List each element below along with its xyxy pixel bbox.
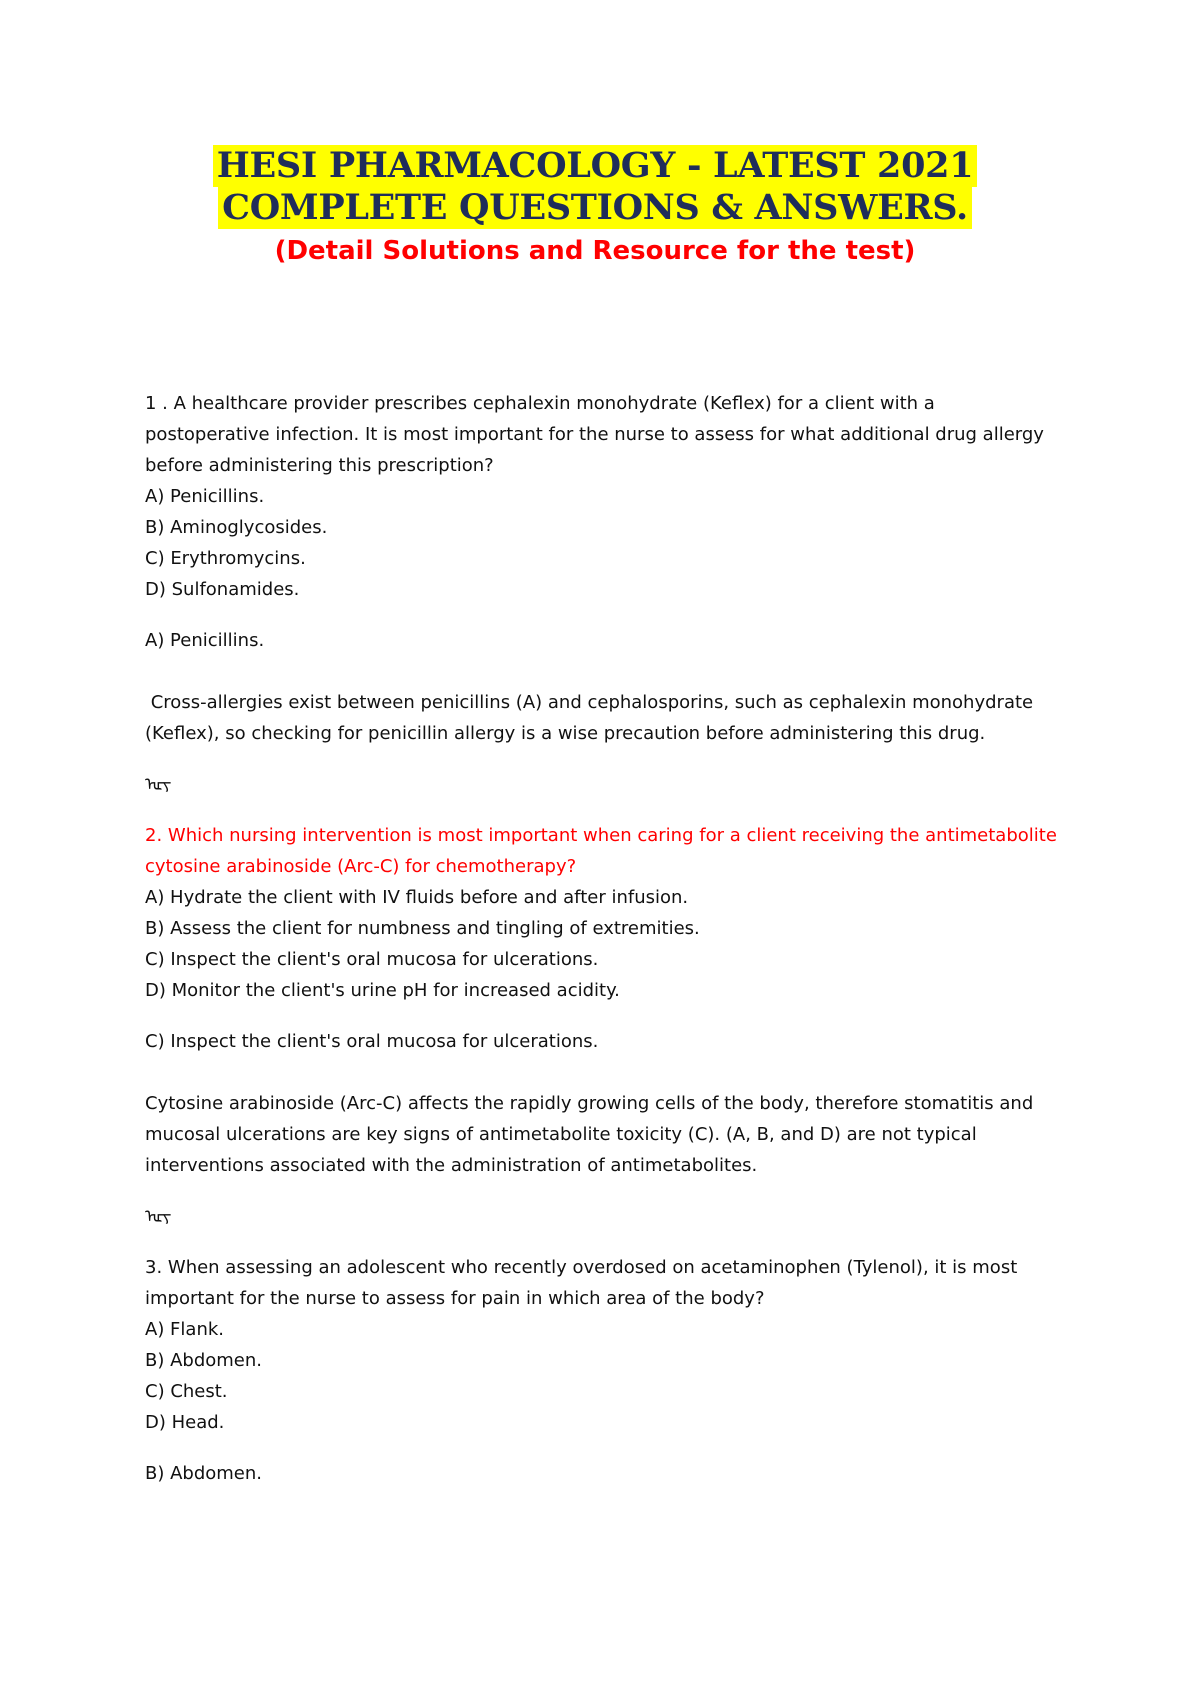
question-2-option-d: D) Monitor the client's urine pH for increased acidity. bbox=[145, 980, 620, 1001]
question-2-option-a: A) Hydrate the client with IV fluids before and after infusion. bbox=[145, 887, 689, 908]
question-2-option-b: B) Assess the client for numbness and tingling of extremities. bbox=[145, 918, 700, 939]
page-subtitle: (Detail Solutions and Resource for the test) bbox=[274, 236, 916, 266]
question-3-option-a: A) Flank. bbox=[145, 1319, 224, 1340]
question-2-text: 2. Which nursing intervention is most important when caring for a client receiving the antimetabolite cytosine arabinoside (Arc-C) for chemotherapy? bbox=[145, 825, 1057, 877]
title-block bbox=[0, 145, 1190, 271]
question-2-answer: C) Inspect the client's oral mucosa for ulcerations. bbox=[145, 1031, 599, 1052]
question-3 bbox=[145, 1252, 1060, 1489]
question-2-explanation: Cytosine arabinoside (Arc-C) affects the rapidly growing cells of the body, therefore stomatitis and mucosal ulcerations are key signs of antimetabolite toxicity (C). (A, B, and D) are not typical interventions associated with the administration of antimetabolites. bbox=[145, 1093, 1034, 1176]
question-1-option-c: C) Erythromycins. bbox=[145, 548, 306, 569]
question-3-option-c: C) Chest. bbox=[145, 1381, 228, 1402]
question-3-text: 3. When assessing an adolescent who recently overdosed on acetaminophen (Tylenol), it is most important for the nurse to assess for pain in which area of the body? bbox=[145, 1257, 1018, 1309]
question-2-option-c: C) Inspect the client's oral mucosa for ulcerations. bbox=[145, 949, 599, 970]
question-1-text: 1 . A healthcare provider prescribes cephalexin monohydrate (Keflex) for a client with a postoperative infection. It is most important for the nurse to assess for what additional drug allergy before administering this prescription? bbox=[145, 393, 1044, 476]
question-1-option-b: B) Aminoglycosides. bbox=[145, 517, 328, 538]
question-3-answer: B) Abdomen. bbox=[145, 1463, 263, 1484]
page-title-line-1: HESI PHARMACOLOGY - LATEST 2021 bbox=[213, 145, 978, 187]
question-1-option-a: A) Penicillins. bbox=[145, 486, 265, 507]
question-3-option-b: B) Abdomen. bbox=[145, 1350, 263, 1371]
question-3-option-d: D) Head. bbox=[145, 1412, 225, 1433]
question-1 bbox=[145, 388, 1060, 800]
question-2 bbox=[145, 820, 1060, 1232]
question-1-explanation: Cross-allergies exist between penicillins (A) and cephalosporins, such as cephalexin monohydrate (Keflex), so checking for penicillin allergy is a wise precaution before administering this drug. bbox=[145, 692, 1039, 744]
question-1-option-d: D) Sulfonamides. bbox=[145, 579, 300, 600]
question-2-separator: ᡅᡪ bbox=[145, 1206, 172, 1227]
question-1-answer: A) Penicillins. bbox=[145, 630, 265, 651]
page-title-line-2: COMPLETE QUESTIONS & ANSWERS. bbox=[218, 187, 972, 229]
questions-content bbox=[145, 388, 1060, 1489]
question-1-separator: ᡅᡪ bbox=[145, 774, 172, 795]
